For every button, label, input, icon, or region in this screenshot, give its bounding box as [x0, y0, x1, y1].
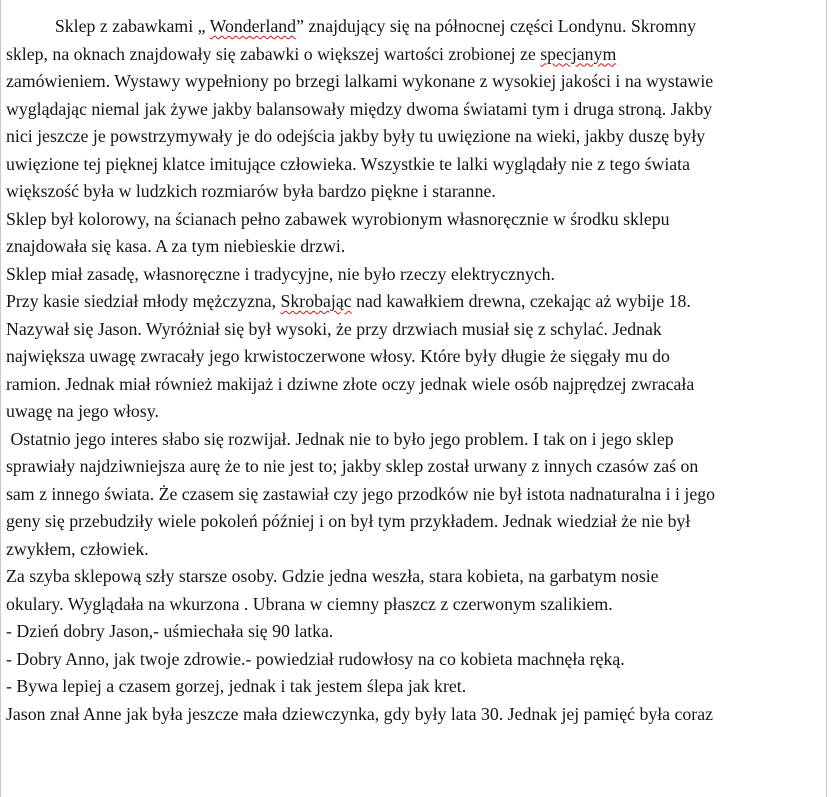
text-run: znajdowała się kasa. A za tym niebieskie drzwi.: [6, 236, 346, 256]
text-run: - Dzień dobry Jason,- uśmiechała się 90 latka.: [6, 621, 334, 641]
text-line: [6, 206, 806, 234]
misspelled-word: specjanym: [540, 43, 617, 64]
text-run: Przy kasie siedział młody mężczyzna,: [6, 291, 281, 311]
text-line: [6, 41, 806, 69]
text-run: nad kawałkiem drewna, czekając aż wybije 18.: [351, 291, 691, 311]
text-run: Sklep z zabawkami „: [6, 16, 210, 36]
text-run: ramion. Jednak miał również makijaż i dziwne złote oczy jednak wiele osób najprędzej zwracała: [6, 373, 695, 394]
text-run: większość była w ludzkich rozmiarów była bardzo piękne i staranne.: [6, 181, 496, 201]
misspelled-word: Skrobając: [280, 291, 352, 311]
text-run: ” znajdujący się na północnej części Londynu. Skromny: [296, 16, 697, 36]
text-line: [6, 343, 806, 371]
page-right-edge: [826, 0, 827, 797]
misspelled-word: Wonderland: [209, 16, 297, 36]
text-line: [6, 481, 806, 509]
text-line: [6, 96, 806, 124]
text-run: zwykłem, człowiek.: [6, 538, 149, 559]
text-line: [6, 151, 806, 179]
text-run: uwięzione tej pięknej klatce imitujące człowieka. Wszystkie te lalki wyglądały nie z tego świata: [6, 153, 690, 174]
text-line: [6, 508, 806, 536]
text-run: sklep, na oknach znajdowały się zabawki o większej wartości zrobionej ze: [6, 43, 541, 64]
text-run: geny się przebudziły wiele pokoleń później i on był tym przykładem. Jednak wiedział że nie był: [6, 511, 691, 531]
text-line: [6, 316, 806, 344]
text-line: [6, 123, 806, 151]
document-body[interactable]: [6, 13, 806, 728]
text-line: [6, 288, 806, 316]
text-run: uwagę na jego włosy.: [6, 401, 159, 421]
text-line: [6, 398, 806, 426]
text-run: Ostatnio jego interes słabo się rozwijał. Jednak nie to było jego problem. I tak on i jego sklep: [6, 428, 674, 449]
page-left-edge: [0, 0, 1, 797]
text-line: [6, 646, 806, 674]
text-run: Sklep był kolorowy, na ścianach pełno zabawek wyrobionym własnoręcznie w środku sklepu: [6, 208, 670, 229]
text-run: zamówieniem. Wystawy wypełniony po brzegi lalkami wykonane z wysokiej jakości i na wystawie: [6, 71, 714, 91]
text-line: [6, 233, 806, 261]
text-line: [6, 178, 806, 206]
text-run: Sklep miał zasadę, własnoręczne i tradycyjne, nie było rzeczy elektrycznych.: [6, 263, 555, 284]
text-line: [6, 536, 806, 564]
text-line: [6, 673, 806, 701]
text-run: nici jeszcze je powstrzymywały je do odejścia jakby były tu uwięzione na wieki, jakby duszę były: [6, 126, 706, 146]
text-run: - Dobry Anno, jak twoje zdrowie.- powiedział rudowłosy na co kobieta machnęła ręką.: [6, 648, 625, 669]
text-line: [6, 68, 806, 96]
text-run: Jason znał Anne jak była jeszcze mała dziewczynka, gdy były lata 30. Jednak jej pamięć była coraz: [6, 703, 714, 724]
text-line: [6, 701, 806, 729]
text-run: sprawiały najdziwniejsza aurę że to nie jest to; jakby sklep został urwany z innych czasów zaś on: [6, 456, 699, 476]
text-run: Nazywał się Jason. Wyróżniał się był wysoki, że przy drzwiach musiał się z schylać. Jednak: [6, 318, 662, 339]
text-run: największa uwagę zwracały jego krwistoczerwone włosy. Które były długie że sięgały mu do: [6, 346, 670, 366]
text-line: [6, 453, 806, 481]
text-run: wyglądając niemal jak żywe jakby balansowały między dwoma światami tym i druga stroną. Jakby: [6, 98, 713, 119]
text-line: [6, 371, 806, 399]
text-line: [6, 426, 806, 454]
text-line: [6, 261, 806, 289]
text-line: [6, 13, 806, 41]
text-line: [6, 618, 806, 646]
text-line: [6, 591, 806, 619]
text-run: Za szyba sklepową szły starsze osoby. Gdzie jedna weszła, stara kobieta, na garbatym nosie: [6, 566, 659, 586]
text-run: - Bywa lepiej a czasem gorzej, jednak i tak jestem ślepa jak kret.: [6, 676, 467, 696]
text-run: sam z innego świata. Że czasem się zastawiał czy jego przodków nie był istota nadnaturalna i i jego: [6, 483, 716, 504]
text-line: [6, 563, 806, 591]
text-run: okulary. Wyglądała na wkurzona . Ubrana w ciemny płaszcz z czerwonym szalikiem.: [6, 593, 613, 614]
